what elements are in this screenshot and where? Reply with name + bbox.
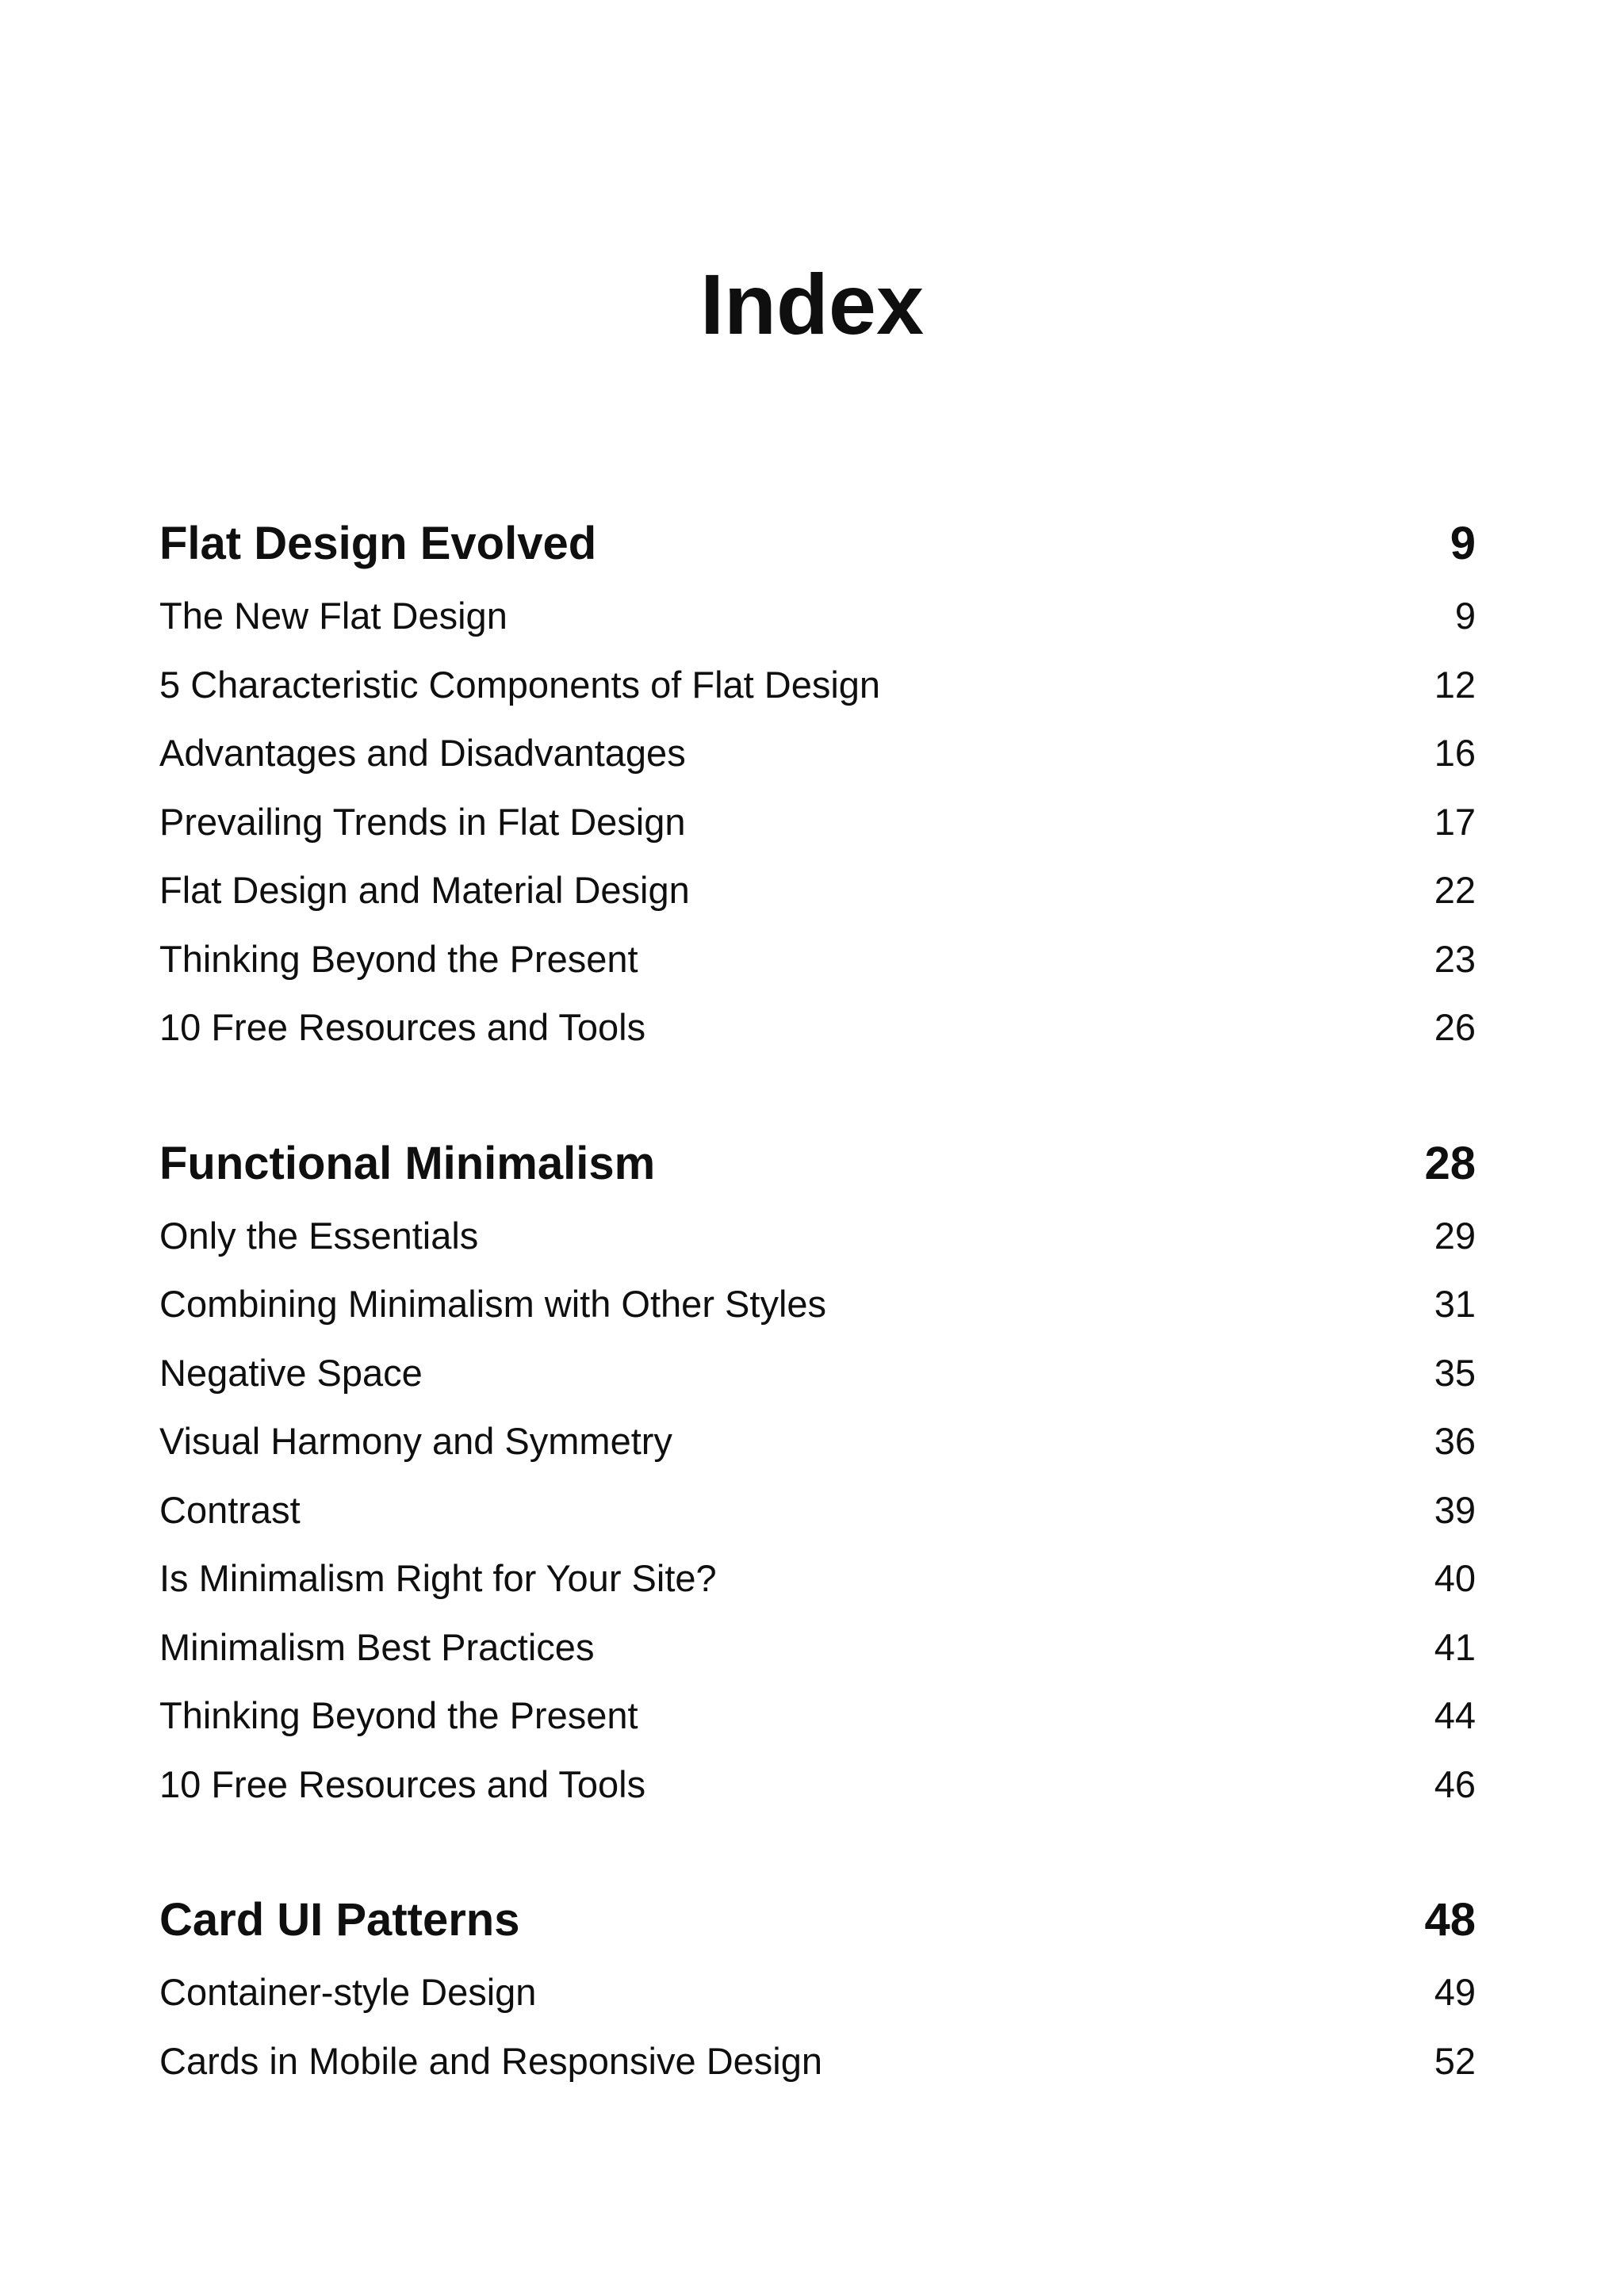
entry-page-number: 52 [1434,2039,1476,2082]
toc-entry[interactable] [159,788,1476,857]
entry-title: Contrast [159,1488,301,1531]
page-title: Index [699,256,925,352]
section-page-number: 28 [1424,1137,1476,1189]
entry-page-number: 49 [1434,1971,1476,2013]
entry-page-number: 40 [1434,1557,1476,1599]
entry-page-number: 23 [1434,937,1476,980]
entry-page-number: 35 [1434,1351,1476,1394]
entry-title: Thinking Beyond the Present [159,1694,638,1736]
entry-page-number: 29 [1434,1214,1476,1257]
section-page-number: 9 [1450,518,1476,569]
toc-entry[interactable] [159,719,1476,788]
toc-section [159,506,1476,1062]
entry-title: Visual Harmony and Symmetry [159,1420,672,1462]
toc-entry[interactable] [159,1407,1476,1476]
entry-title: The New Flat Design [159,595,508,637]
entry-title: 10 Free Resources and Tools [159,1006,646,1048]
entry-title: Container-style Design [159,1971,537,2013]
entry-title: Minimalism Best Practices [159,1625,595,1668]
entry-title: Flat Design and Material Design [159,869,690,911]
entry-title: 5 Characteristic Components of Flat Design [159,663,881,706]
section-title: Functional Minimalism [159,1137,656,1189]
toc-entry[interactable] [159,582,1476,651]
toc-entry[interactable] [159,1339,1476,1408]
toc-section [159,1882,1476,2095]
section-heading[interactable] [159,506,1476,582]
toc-entry[interactable] [159,1958,1476,2027]
toc-entry[interactable] [159,1476,1476,1545]
entry-page-number: 22 [1434,869,1476,911]
entry-page-number: 9 [1454,595,1476,637]
entry-title: Negative Space [159,1351,423,1394]
entry-title: Is Minimalism Right for Your Site? [159,1557,717,1599]
entry-page-number: 31 [1434,1283,1476,1325]
toc-entry[interactable] [159,2027,1476,2096]
section-heading[interactable] [159,1882,1476,1958]
toc-entry[interactable] [159,1202,1476,1271]
entry-page-number: 12 [1434,663,1476,706]
toc-entry[interactable] [159,651,1476,720]
section-heading[interactable] [159,1126,1476,1202]
toc-entry[interactable] [159,856,1476,925]
entry-title: Only the Essentials [159,1214,479,1257]
section-page-number: 48 [1424,1894,1476,1946]
section-title: Flat Design Evolved [159,518,597,569]
entry-title: Advantages and Disadvantages [159,732,686,774]
toc-entry[interactable] [159,993,1476,1062]
entry-page-number: 46 [1434,1762,1476,1805]
toc-entry[interactable] [159,1270,1476,1339]
entry-page-number: 26 [1434,1006,1476,1048]
entry-title: 10 Free Resources and Tools [159,1762,646,1805]
entry-title: Cards in Mobile and Responsive Design [159,2039,822,2082]
entry-page-number: 44 [1434,1694,1476,1736]
entry-page-number: 36 [1434,1420,1476,1462]
toc-entry[interactable] [159,1544,1476,1613]
entry-title: Thinking Beyond the Present [159,937,638,980]
entry-title: Combining Minimalism with Other Styles [159,1283,827,1325]
entry-page-number: 17 [1434,800,1476,843]
entry-page-number: 16 [1434,732,1476,774]
section-title: Card UI Patterns [159,1894,520,1946]
entry-title: Prevailing Trends in Flat Design [159,800,686,843]
entry-page-number: 41 [1434,1625,1476,1668]
toc-entry[interactable] [159,925,1476,994]
toc-entry[interactable] [159,1751,1476,1820]
toc-section [159,1126,1476,1820]
table-of-contents [159,506,1476,2159]
toc-entry[interactable] [159,1613,1476,1682]
entry-page-number: 39 [1434,1488,1476,1531]
toc-entry[interactable] [159,1682,1476,1751]
